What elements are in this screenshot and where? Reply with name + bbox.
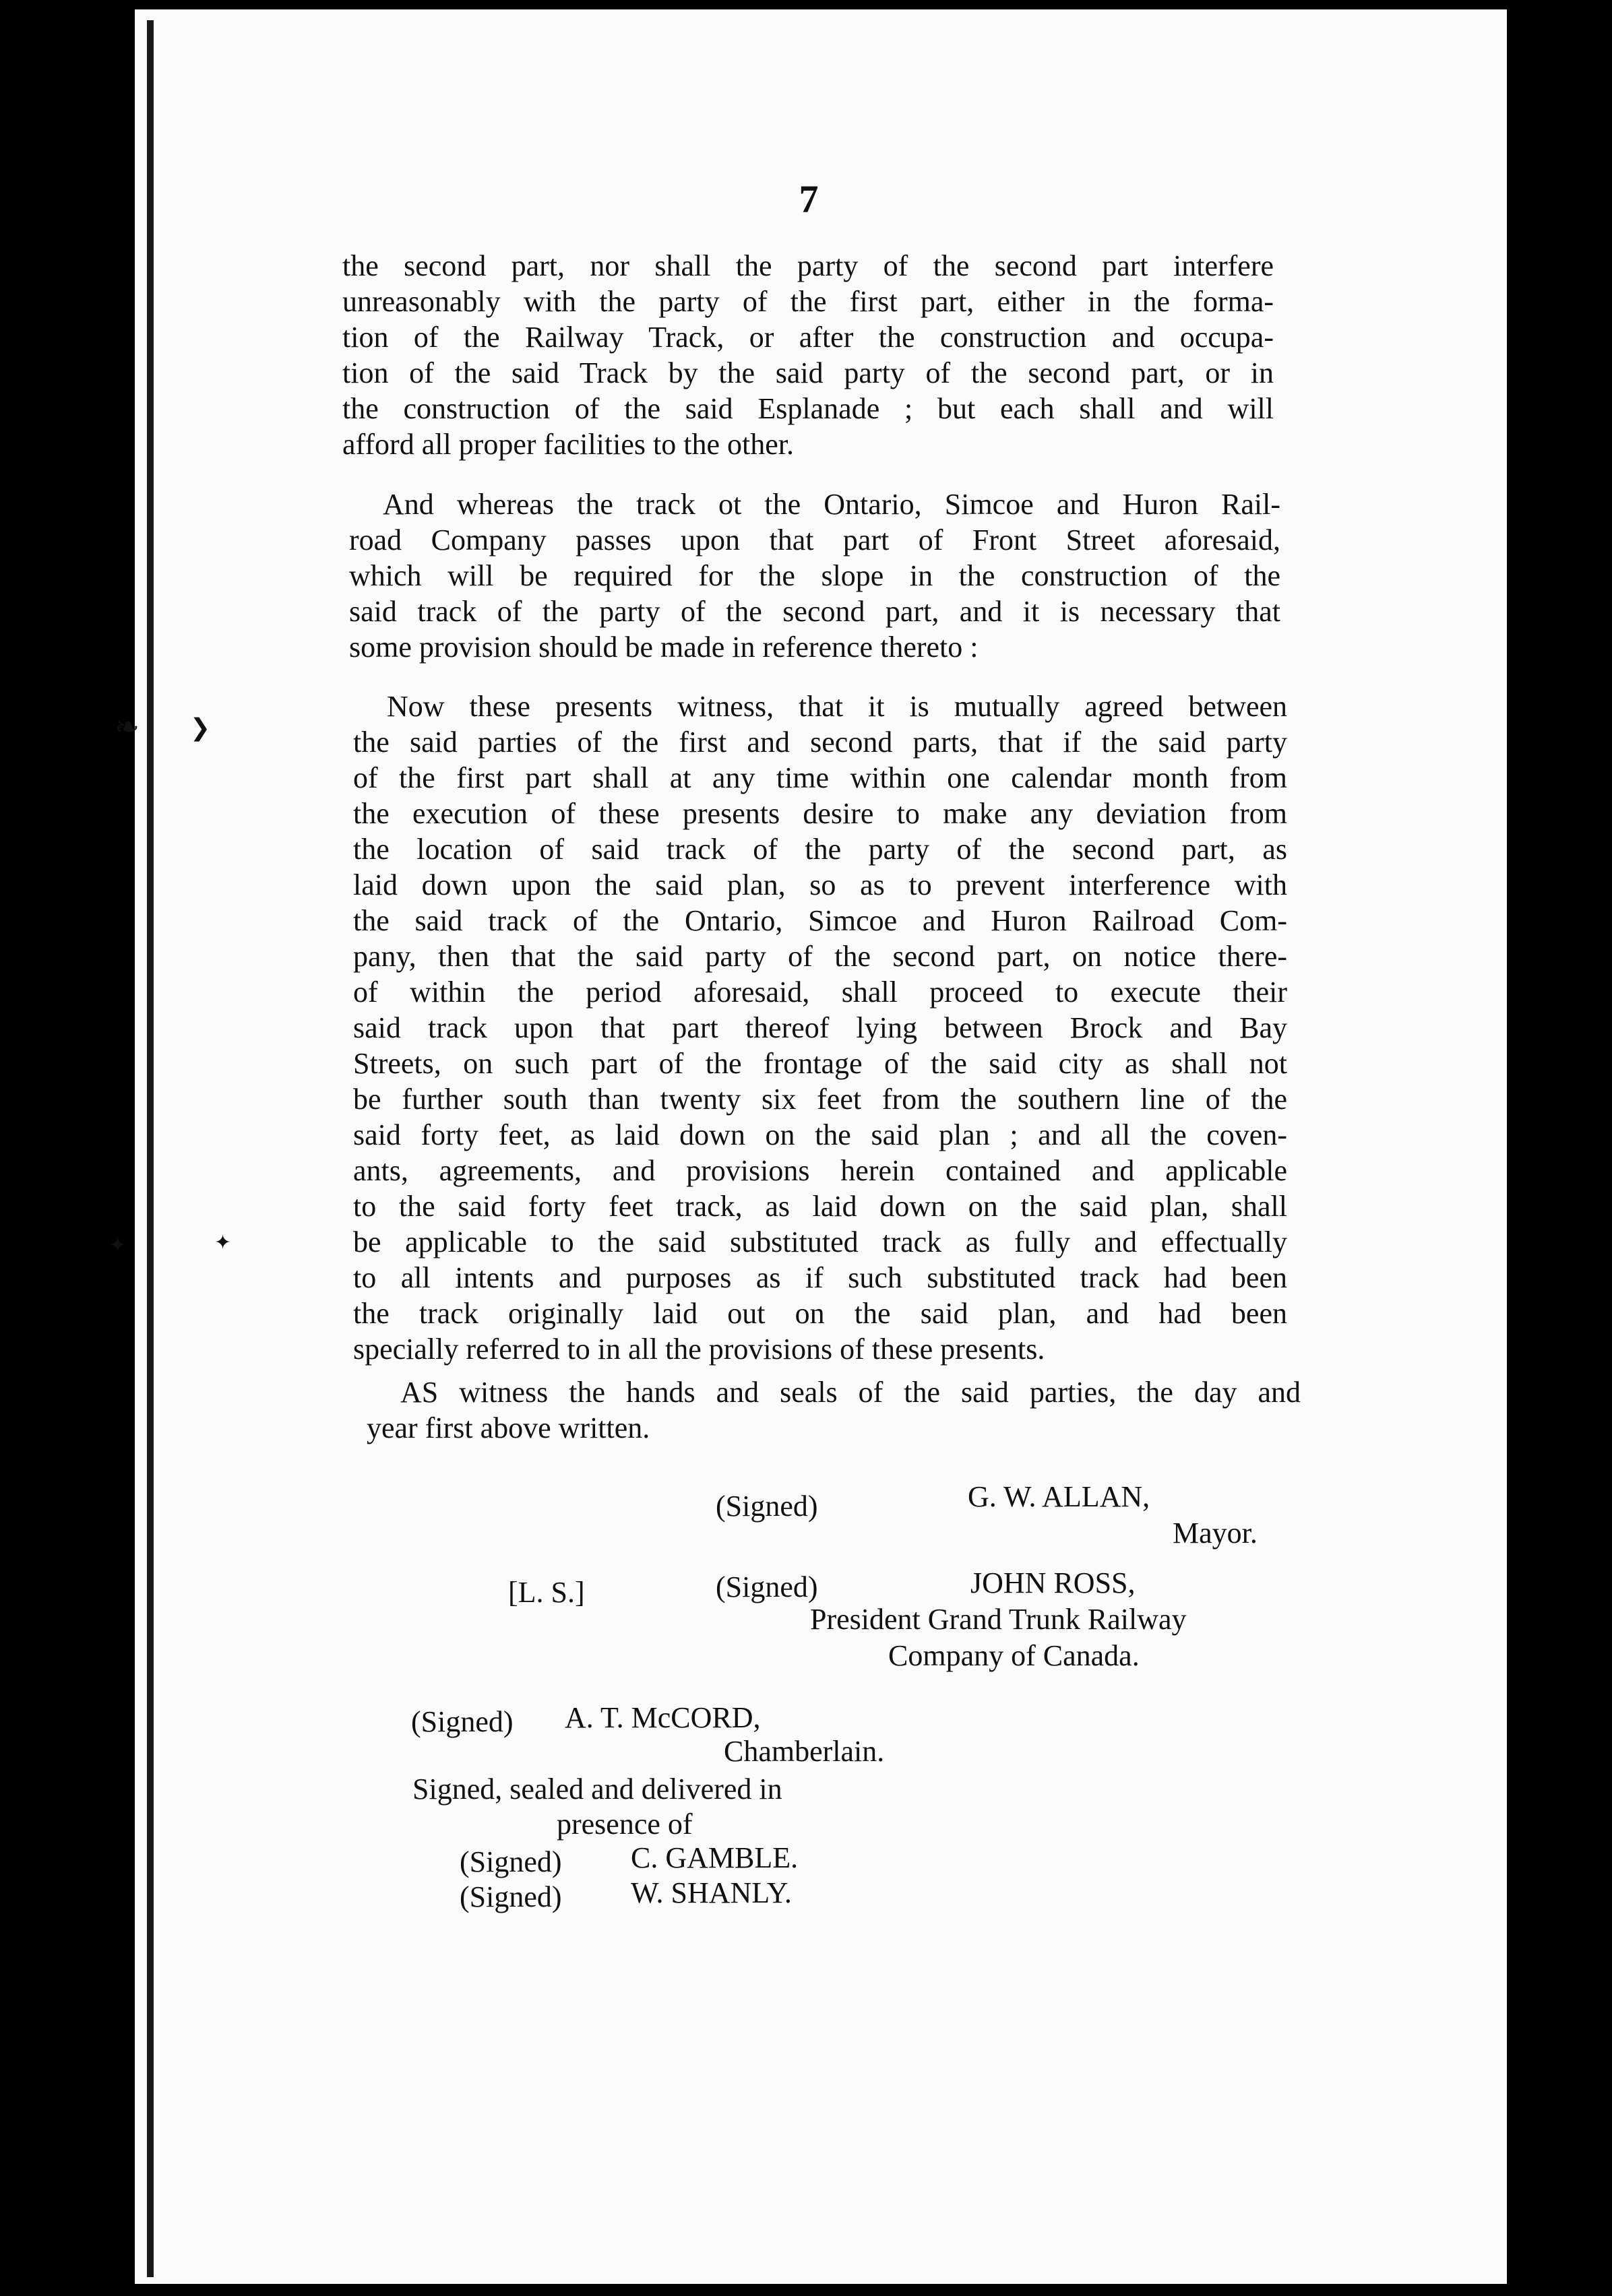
text-line: unreasonably with the party of the first part, either in the forma-: [342, 285, 1274, 318]
signatory-name-ross: JOHN ROSS,: [970, 1566, 1136, 1599]
text-line: of the first part shall at any time within one calendar month from: [353, 761, 1287, 794]
page-number: 7: [799, 177, 819, 221]
text-line: of within the period aforesaid, shall proceed to execute their: [353, 976, 1287, 1009]
signed-label: (Signed): [460, 1845, 562, 1878]
text-line: to the said forty feet track, as laid down on the said plan, shall: [353, 1190, 1287, 1223]
text-line: laid down upon the said plan, so as to prevent interference with: [353, 868, 1287, 901]
text-line: the execution of these presents desire to make any deviation from: [353, 797, 1287, 830]
text-line: be applicable to the said substituted track as fully and effectually: [353, 1225, 1287, 1258]
text-line: AS witness the hands and seals of the said parties, the day and: [400, 1376, 1301, 1409]
witness-line: Signed, sealed and delivered in: [412, 1773, 782, 1806]
paragraph: [367, 1374, 1301, 1446]
text-line: to all intents and purposes as if such substituted track had been: [353, 1261, 1287, 1294]
signed-label: (Signed): [716, 1490, 818, 1523]
text-line: tion of the said Track by the said party of the second part, or in: [342, 356, 1274, 389]
text-line: the track originally laid out on the said plan, and had been: [353, 1297, 1287, 1330]
signatory-name-allan: G. W. ALLAN,: [968, 1480, 1150, 1513]
text-line: which will be required for the slope in the construction of the: [349, 559, 1280, 592]
text-line: the said parties of the first and second parts, that if the said party: [353, 726, 1287, 759]
text-line: tion of the Railway Track, or after the construction and occupa-: [342, 321, 1274, 354]
binding-tick-mark: ❧: [115, 711, 140, 744]
binding-tick-mark: ✦: [214, 1232, 232, 1254]
signed-label: (Signed): [460, 1880, 562, 1913]
text-line: pany, then that the said party of the second part, on notice there-: [353, 940, 1287, 973]
text-line: said forty feet, as laid down on the said plan ; and all the coven-: [353, 1118, 1287, 1151]
paragraph: [353, 689, 1287, 1367]
signatory-title-ross: Company of Canada.: [888, 1639, 1140, 1672]
signatory-title-ross: President Grand Trunk Railway: [810, 1603, 1187, 1636]
binding-tick-mark: ✦: [109, 1234, 127, 1256]
text-line: the said track of the Ontario, Simcoe and Huron Railroad Com-: [353, 904, 1287, 937]
text-line: Now these presents witness, that it is mutually agreed between: [387, 690, 1287, 723]
binding-tick-mark: ❯: [190, 714, 211, 741]
text-line: the location of said track of the party of the second part, as: [353, 833, 1287, 866]
text-line: be further south than twenty six feet from the southern line of the: [353, 1083, 1287, 1116]
signatory-title-allan: Mayor.: [1173, 1517, 1258, 1550]
text-line: said track upon that part thereof lying between Brock and Bay: [353, 1011, 1287, 1044]
text-line: specially referred to in all the provisions of these presents.: [353, 1333, 1045, 1366]
text-line: said track of the party of the second part, and it is necessary that: [349, 595, 1280, 628]
signed-label: (Signed): [716, 1570, 818, 1603]
witness-name-shanly: W. SHANLY.: [631, 1876, 792, 1909]
witness-line: presence of: [557, 1808, 693, 1841]
signatory-title-mccord: Chamberlain.: [724, 1735, 885, 1768]
paragraph: [342, 248, 1274, 462]
signed-label: (Signed): [411, 1705, 514, 1738]
seal-mark: [L. S.]: [508, 1576, 585, 1609]
text-line: year first above written.: [367, 1411, 650, 1444]
text-line: And whereas the track ot the Ontario, Simcoe and Huron Rail-: [383, 488, 1280, 521]
text-line: the second part, nor shall the party of the second part interfere: [342, 249, 1274, 282]
paragraph: [349, 486, 1280, 665]
witness-name-gamble: C. GAMBLE.: [631, 1841, 799, 1874]
text-line: the construction of the said Esplanade ; but each shall and will: [342, 392, 1274, 425]
text-line: Streets, on such part of the frontage of the said city as shall not: [353, 1047, 1287, 1080]
text-line: some provision should be made in reference thereto :: [349, 631, 979, 664]
binding-spine: [147, 20, 154, 2277]
signatory-name-mccord: A. T. McCORD,: [565, 1701, 761, 1734]
text-line: ants, agreements, and provisions herein contained and applicable: [353, 1154, 1287, 1187]
text-line: road Company passes upon that part of Front Street aforesaid,: [349, 523, 1280, 556]
text-line: afford all proper facilities to the other.: [342, 428, 794, 461]
